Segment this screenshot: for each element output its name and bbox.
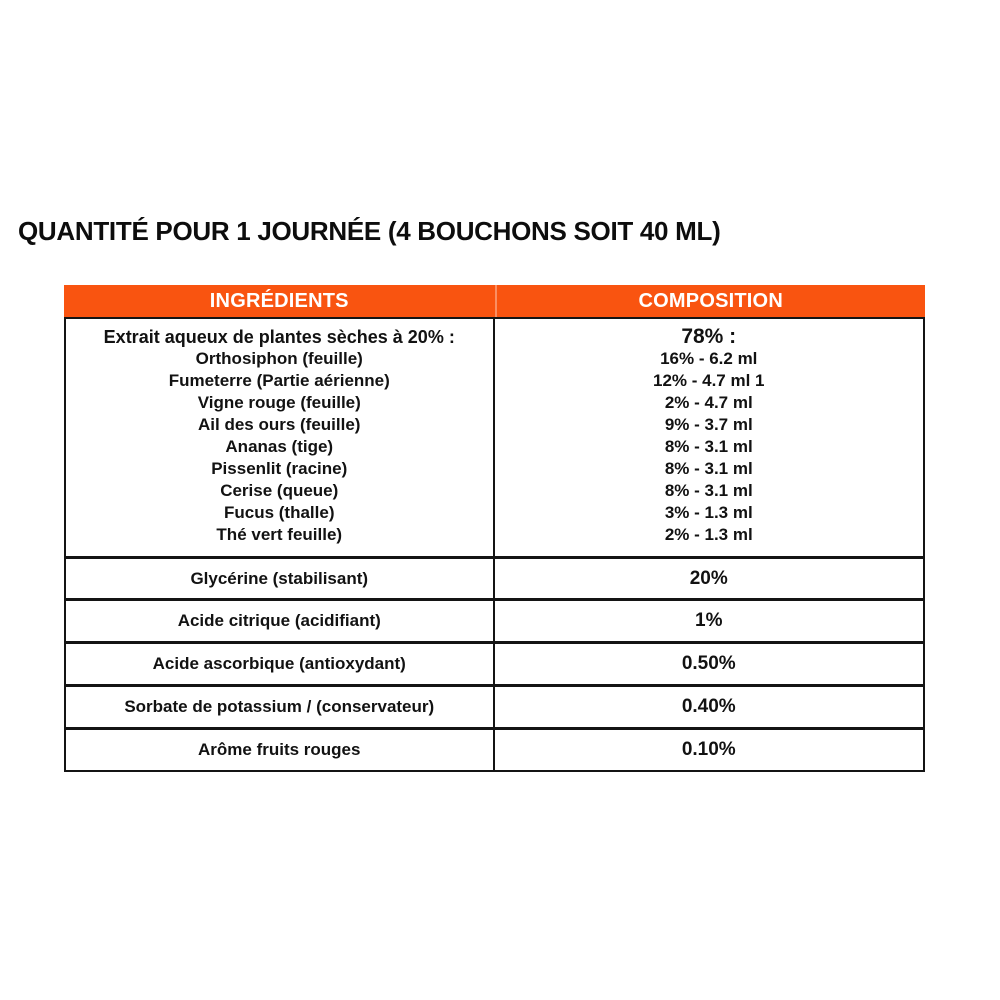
column-header-composition: COMPOSITION bbox=[495, 285, 926, 317]
composition-cell: 0.10% bbox=[681, 739, 736, 760]
composition-line: 8% - 3.1 ml bbox=[664, 481, 753, 500]
composition-cell: 0.50% bbox=[681, 653, 736, 674]
ingredient-line: Ananas (tige) bbox=[225, 437, 334, 456]
composition-line: 12% - 4.7 ml 1 bbox=[652, 371, 765, 390]
composition-cell bbox=[495, 319, 924, 556]
composition-line: 8% - 3.1 ml bbox=[664, 437, 753, 456]
table-row-acide-citrique bbox=[66, 598, 923, 641]
table-row-glycerine bbox=[66, 556, 923, 598]
ingredient-line: Fucus (thalle) bbox=[223, 503, 335, 522]
ingredient-line: Orthosiphon (feuille) bbox=[195, 349, 363, 368]
composition-line: 9% - 3.7 ml bbox=[664, 415, 753, 434]
column-header-ingredients: INGRÉDIENTS bbox=[209, 289, 349, 312]
ingredients-cell bbox=[66, 319, 495, 556]
ingredient-line: Ail des ours (feuille) bbox=[198, 415, 361, 434]
composition-table bbox=[64, 285, 925, 772]
table-row-plant-extract bbox=[66, 319, 923, 556]
composition-cell: 0.40% bbox=[681, 696, 736, 717]
ingredient-line: Cerise (queue) bbox=[220, 481, 339, 500]
composition-line: 16% - 6.2 ml bbox=[660, 349, 758, 368]
table-row-arome-fruits-rouges bbox=[66, 727, 923, 770]
table-row-sorbate-potassium bbox=[66, 684, 923, 727]
table-body bbox=[64, 317, 925, 772]
page-title: QUANTITÉ POUR 1 JOURNÉE (4 BOUCHONS SOIT 40 ML) bbox=[18, 216, 721, 246]
composition-cell: 1% bbox=[695, 610, 723, 631]
composition-cell: 20% bbox=[689, 567, 728, 589]
ingredient-line: Vigne rouge (feuille) bbox=[197, 393, 361, 412]
ingredient-line: Extrait aqueux de plantes sèches à 20% : bbox=[103, 327, 455, 347]
composition-line: 8% - 3.1 ml bbox=[664, 459, 753, 478]
ingredients-cell: Acide citrique (acidifiant) bbox=[66, 601, 495, 641]
table-row-acide-ascorbique bbox=[66, 641, 923, 684]
composition-line: 78% : bbox=[681, 325, 737, 348]
ingredient-line: Pissenlit (racine) bbox=[211, 459, 348, 478]
table-header-row bbox=[64, 285, 925, 317]
ingredient-line: Fumeterre (Partie aérienne) bbox=[168, 371, 390, 390]
ingredients-cell: Acide ascorbique (antioxydant) bbox=[66, 644, 495, 684]
composition-line: 3% - 1.3 ml bbox=[664, 503, 753, 522]
ingredients-cell: Glycérine (stabilisant) bbox=[66, 559, 495, 598]
ingredient-line: Thé vert feuille) bbox=[216, 525, 343, 544]
ingredients-cell: Arôme fruits rouges bbox=[66, 730, 495, 770]
composition-line: 2% - 4.7 ml bbox=[664, 393, 753, 412]
composition-line: 2% - 1.3 ml bbox=[664, 525, 753, 544]
ingredients-cell: Sorbate de potassium / (conservateur) bbox=[66, 687, 495, 727]
